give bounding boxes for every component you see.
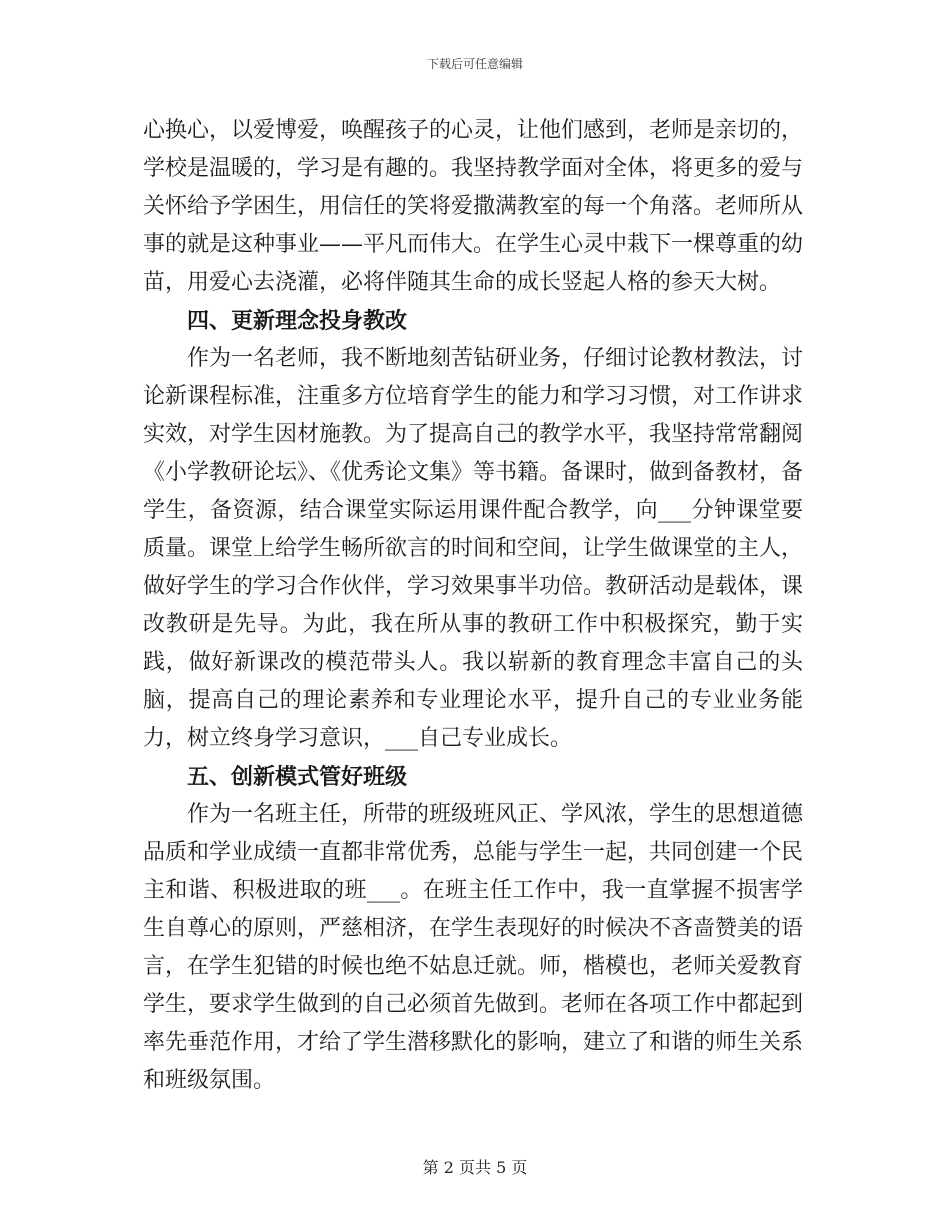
page-header-note: 下载后可任意编辑: [426, 57, 523, 71]
paragraph-continued: 心换心，以爱博爱，唤醒孩子的心灵，让他们感到，老师是亲切的，学校是温暖的，学习是有趣的。我坚持教学面对全体，将更多的爱与关怀给予学困生，用信任的笑将爱撒满教室的每一个角落。老师所从事的就是这种事业——平凡而伟大。在学生心灵中栽下一棵尊重的幼苗，用爱心去浇灌，必将伴随其生命的成长竖起人格的参天大树。: [143, 118, 804, 295]
paragraph-section-5: 作为一名班主任，所带的班级班风正、学风浓，学生的思想道德品质和学业成绩一直都非常优秀，总能与学生一起，共同创建一个民主和谐、积极进取的班___。在班主任工作中，我一直掌握不损害学生自尊心的原则，严慈相济，在学生表现好的时候决不吝啬赞美的语言，在学生犯错的时候也绝不姑息迁就。师，楷模也，老师关爱教育学生，要求学生做到的自己必须首先做到。老师在各项工作中都起到率先垂范作用，才给了学生潜移默化的影响，建立了和谐的师生关系和班级氛围。: [143, 802, 804, 1093]
section-heading-4: 四、更新理念投身教改: [187, 308, 408, 334]
section-heading-5: 五、创新模式管好班级: [187, 764, 408, 790]
paragraph-section-4: 作为一名老师，我不断地刻苦钻研业务，仔细讨论教材教法，讨论新课程标准，注重多方位培育学生的能力和学习习惯，对工作讲求实效，对学生因材施教。为了提高自己的教学水平，我坚持常常翻阅《小学教研论坛》、《优秀论文集》等书籍。备课时，做到备教材，备学生，备资源，结合课堂实际运用课件配合教学，向___分钟课堂要质量。课堂上给学生畅所欲言的时间和空间，让学生做课堂的主人，做好学生的学习合作伙伴，学习效果事半功倍。教研活动是载体，课改教研是先导。为此，我在所从事的教研工作中积极探究，勤于实践，做好新课改的模范带头人。我以崭新的教育理念丰富自己的头脑，提高自己的理论素养和专业理论水平，提升自己的专业业务能力，树立终身学习意识，___自己专业成长。: [143, 346, 804, 751]
page-number: 第 2 页共 5 页: [422, 1158, 528, 1177]
document-body: [143, 112, 803, 1100]
